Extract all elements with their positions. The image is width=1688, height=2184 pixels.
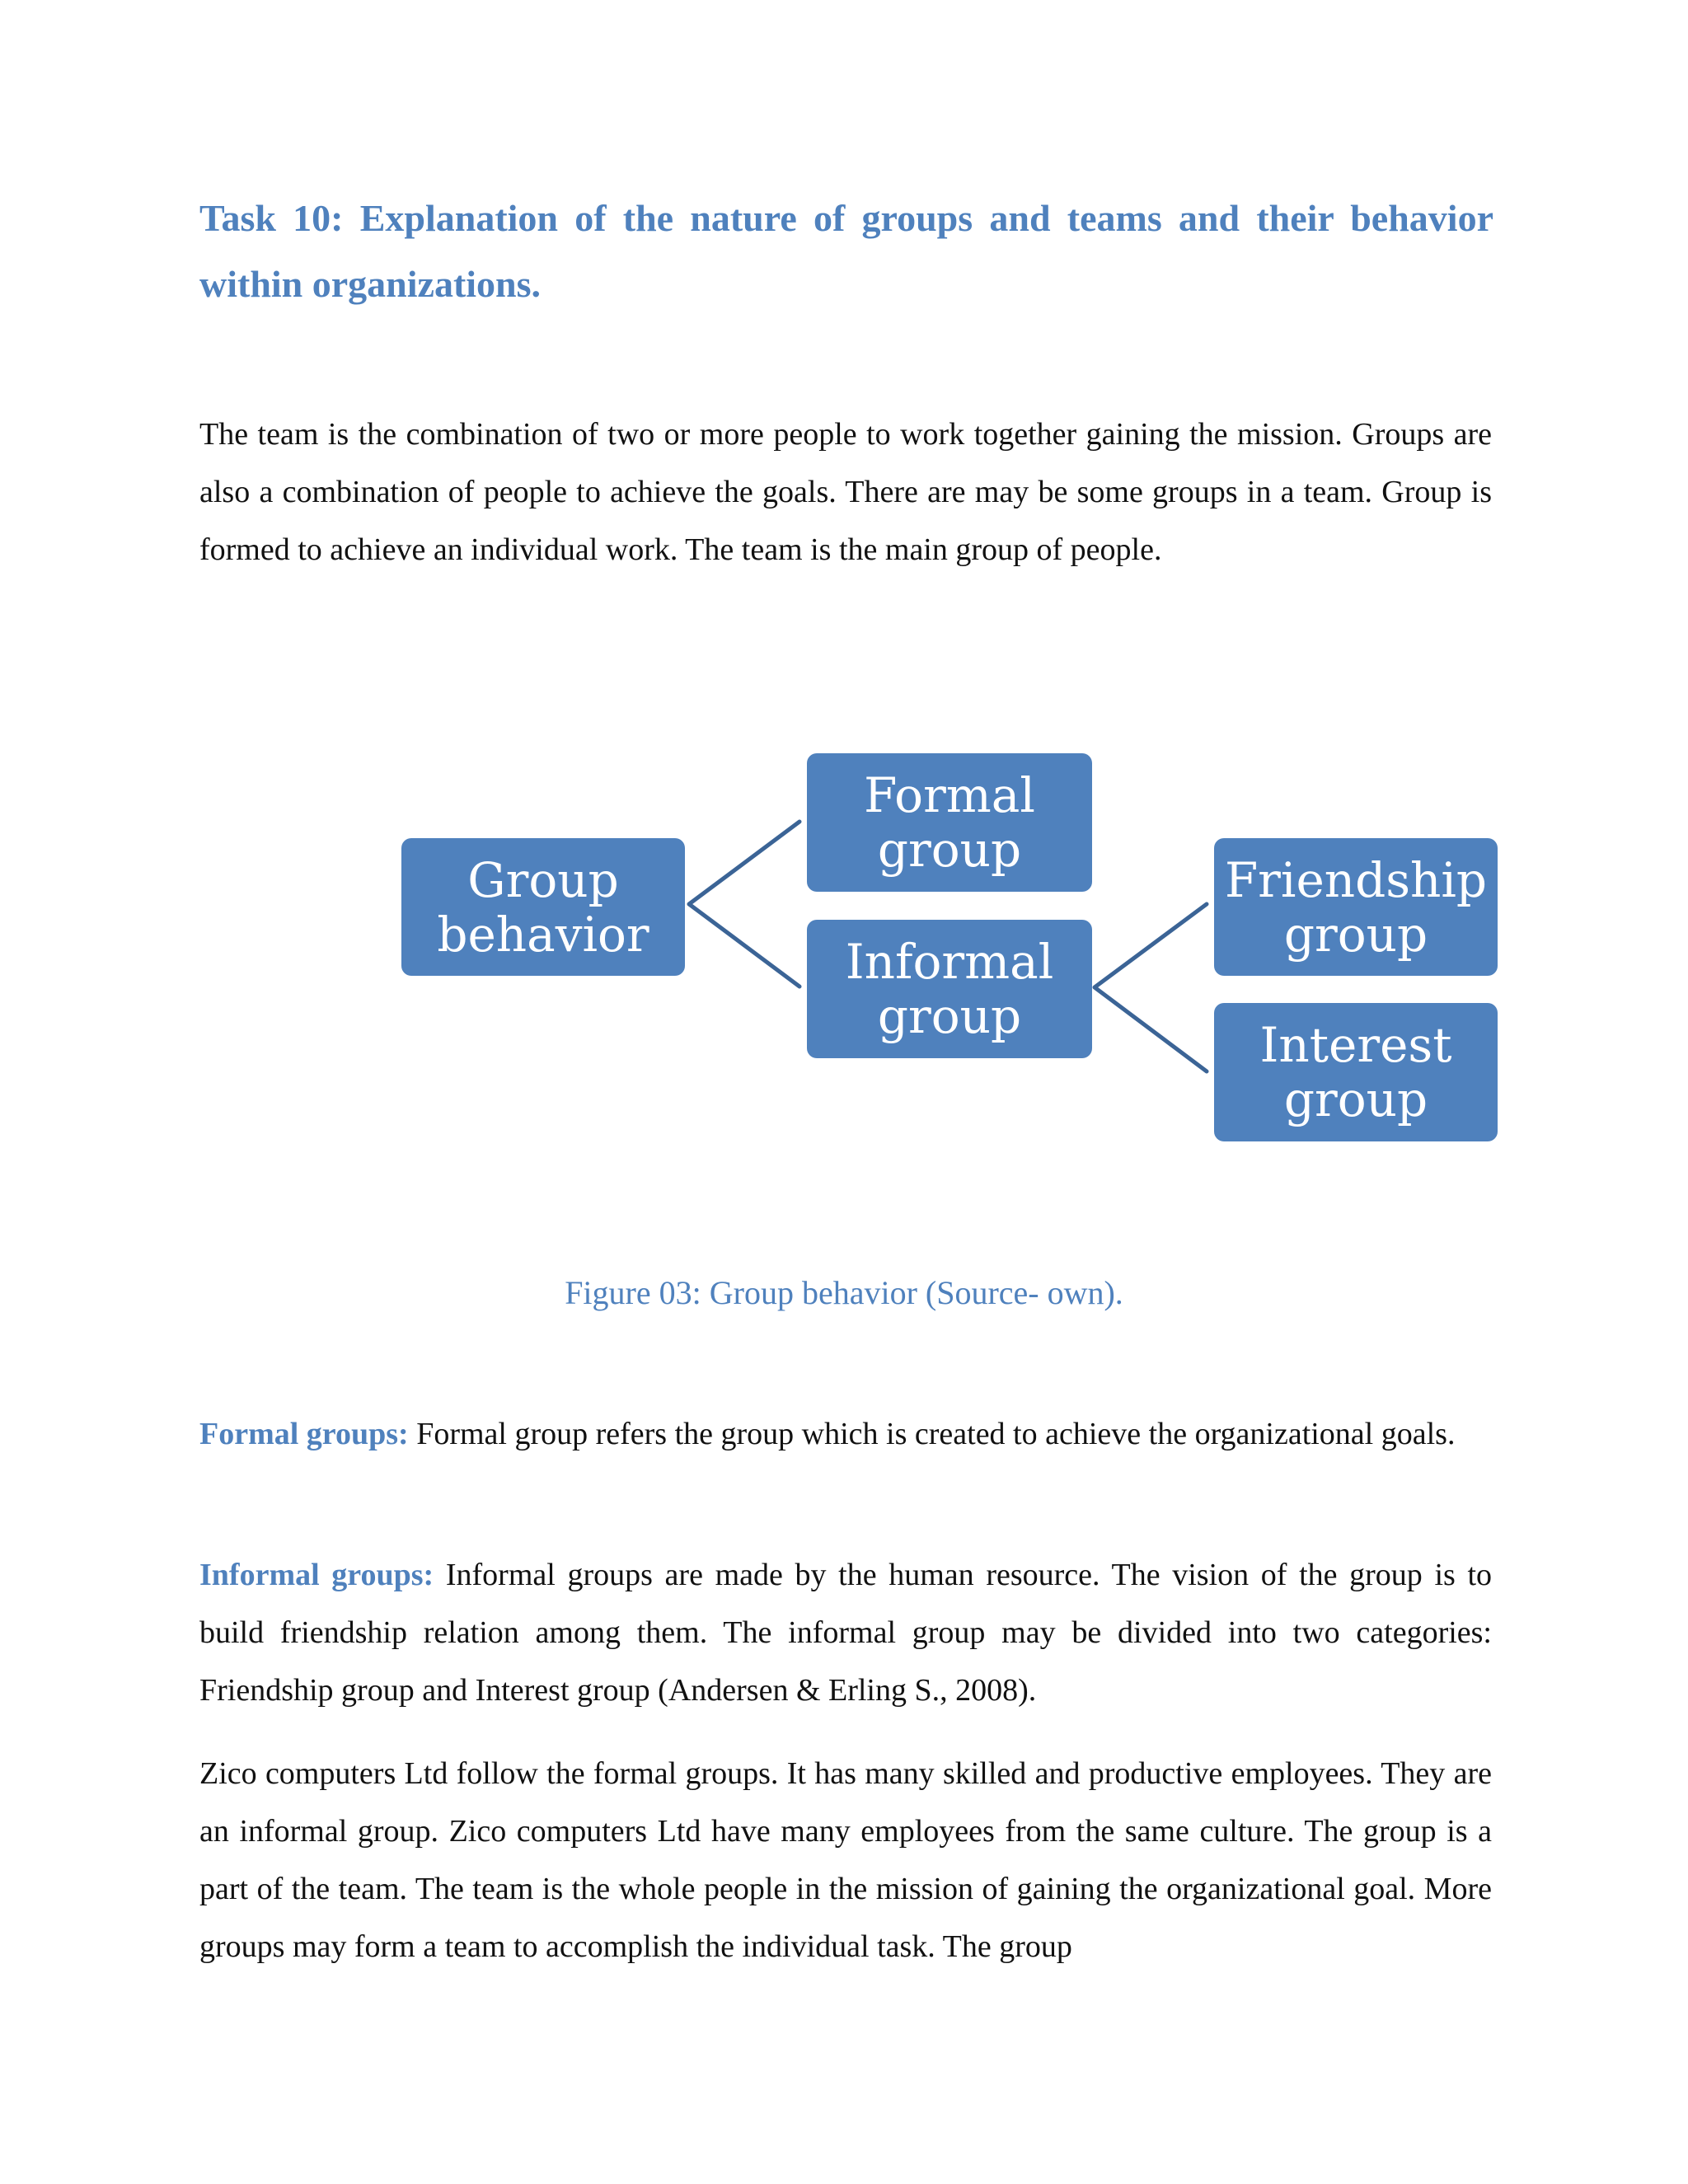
formal-groups-lead: Formal groups: [199,1417,409,1451]
node-group-behavior: Group behavior [401,838,685,976]
connector-root-branches [689,822,799,987]
informal-groups-paragraph [199,1546,1492,1719]
informal-groups-lead: Informal groups: [199,1558,434,1592]
connector-informal-branches [1095,904,1207,1071]
formal-groups-paragraph [199,1405,1492,1463]
intro-paragraph: The team is the combination of two or more people to work together gaining the mission. Groups are also a combination of people to achieve the goals. There are may be some groups in a team. Group is formed to achieve an individual work. The team is the main group of people. [199,417,1492,567]
formal-groups-text: Formal group refers the group which is created to achieve the organizational goals. [416,1417,1456,1451]
figure-caption: Figure 03: Group behavior (Source- own). [565,1274,1123,1311]
node-interest-group: Interest group [1214,1003,1498,1141]
zico-paragraph: Zico computers Ltd follow the formal groups. It has many skilled and productive employees. They are an informal group. Zico computers Ltd have many employees from the same culture. The group is a part of the team. The team is the whole people in the mission of gaining the organizational goal. More groups may form a team to accomplish the individual task. The group [199,1756,1492,1964]
node-formal-group: Formal group [807,753,1092,892]
node-friendship-group: Friendship group [1214,838,1498,976]
section-heading: Task 10: Explanation of the nature of groups and teams and their behavior within organizations. [199,197,1493,305]
node-informal-group: Informal group [807,920,1092,1058]
informal-groups-text: Informal groups are made by the human resource. The vision of the group is to build friendship relation among them. The informal group may be divided into two categories: Friendship group and Interest group (Andersen & Erling S., 2008). [199,1558,1493,1708]
